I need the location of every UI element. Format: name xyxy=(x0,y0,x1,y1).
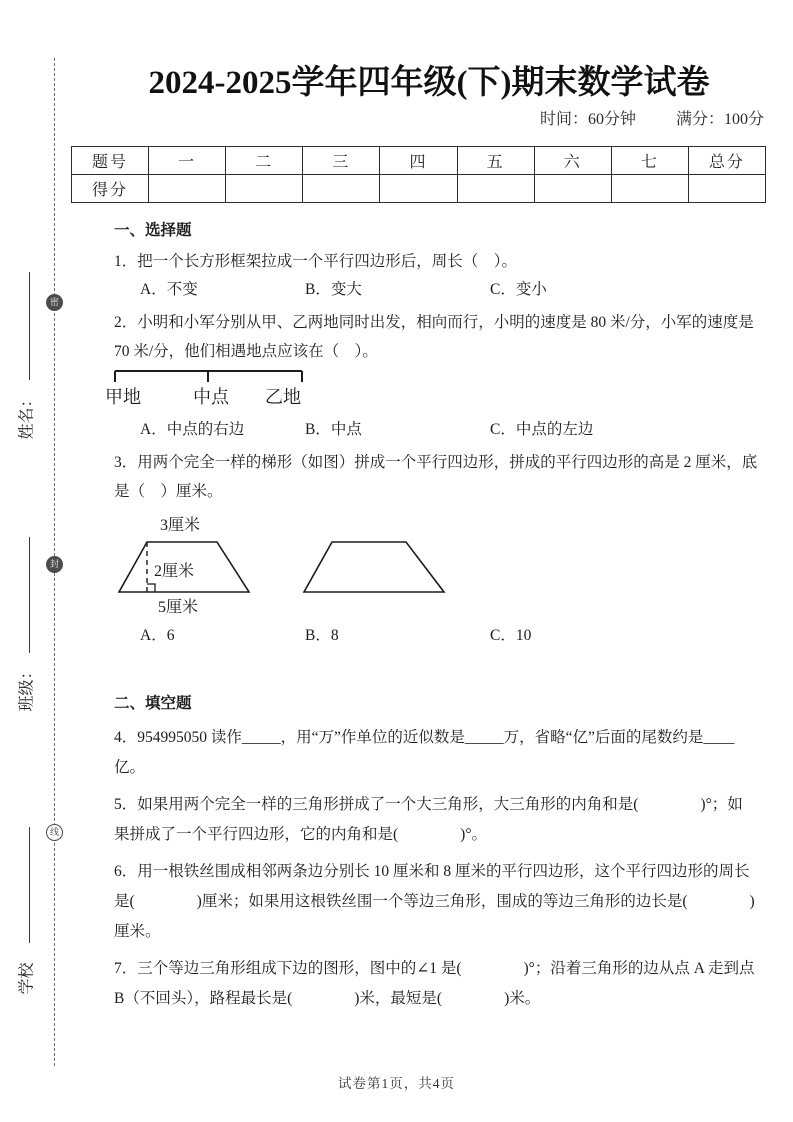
q1-option-a: A．不变 xyxy=(140,281,198,298)
name-blank-line xyxy=(29,272,30,380)
page-footer: 试卷第1页，共4页 xyxy=(338,1076,455,1091)
route-diagram xyxy=(105,370,333,416)
question-1-text: 1．把一个长方形框架拉成一个平行四边形后，周长（ ）。 xyxy=(114,253,518,270)
score-table-header-cell: 二 xyxy=(226,147,303,175)
score-empty-cell xyxy=(457,175,534,203)
score-row-label: 得分 xyxy=(72,175,149,203)
seal-mi-badge: 密 xyxy=(46,294,63,311)
question-3-text: 3．用两个完全一样的梯形（如图）拼成一个平行四边形，拼成的平行四边形的高是 2 厘米，底是（ ）厘米。 xyxy=(114,454,758,500)
question-2-options xyxy=(114,416,758,444)
name-label: 姓名： xyxy=(18,391,36,440)
score-table xyxy=(71,146,766,203)
score-table-header-cell: 一 xyxy=(149,147,226,175)
score-table-header-cell: 三 xyxy=(303,147,380,175)
trapezoid-height-label: 2厘米 xyxy=(154,563,195,580)
section-choice-heading: 一、选择题 xyxy=(114,222,192,239)
score-empty-cell xyxy=(303,175,380,203)
route-label-start: 甲地 xyxy=(105,387,141,407)
q3-option-b: B．8 xyxy=(305,627,339,644)
score-empty-cell xyxy=(149,175,226,203)
score-row xyxy=(72,175,766,203)
score-table-header-cell: 题号 xyxy=(72,147,149,175)
question-4-text: 4．954995050 读作_____，用“万”作单位的近似数是_____万，省略“亿”后面的尾数约是____亿。 xyxy=(114,729,735,776)
question-2-text: 2．小明和小军分别从甲、乙两地同时出发，相向而行，小明的速度是 80 米/分，小军的速度是 70 米/分，他们相遇地点应该在（ ）。 xyxy=(114,314,754,360)
score-empty-cell xyxy=(534,175,611,203)
trapezoid-drawing xyxy=(114,510,574,622)
q2-option-a: A．中点的右边 xyxy=(140,421,245,438)
school-blank-line xyxy=(29,827,30,943)
time-limit: 时间：60分钟 xyxy=(539,111,636,128)
question-number-row xyxy=(72,147,766,175)
q3-option-a: A．6 xyxy=(140,627,175,644)
question-5-text: 5．如果用两个完全一样的三角形拼成了一个大三角形，大三角形的内角和是( )°；如果拼成了一个平行四边形，它的内角和是( )°。 xyxy=(114,796,743,843)
route-label-end: 乙地 xyxy=(265,387,301,407)
trapezoid-top-label: 3厘米 xyxy=(160,517,201,534)
question-1-options xyxy=(114,276,758,304)
seal-feng-badge: 封 xyxy=(46,556,63,573)
route-label-midpoint: 中点 xyxy=(193,387,229,407)
score-table-header-cell: 七 xyxy=(611,147,688,175)
question-column xyxy=(105,219,758,1014)
q1-option-c: C．变小 xyxy=(490,281,547,298)
trapezoid-figure xyxy=(114,510,758,622)
question-6-text: 6．用一根铁丝围成相邻两条边分别长 10 厘米和 8 厘米的平行四边形，这个平行四边形的周长是( )厘米；如果用这根铁丝围一个等边三角形，围成的等边三角形的边长是( )厘米。 xyxy=(114,863,755,940)
score-table-header-cell: 总分 xyxy=(688,147,765,175)
section-fill-heading: 二、填空题 xyxy=(114,695,192,712)
q1-option-b: B．变大 xyxy=(305,281,362,298)
full-score: 满分：100分 xyxy=(675,111,764,128)
class-label: 班级： xyxy=(18,663,36,712)
class-blank-line xyxy=(29,537,30,653)
q2-option-c: C．中点的左边 xyxy=(490,421,594,438)
score-table-header-cell: 五 xyxy=(457,147,534,175)
main-content xyxy=(90,55,768,1014)
q2-option-b: B．中点 xyxy=(305,421,362,438)
score-empty-cell xyxy=(688,175,765,203)
question-7-text: 7．三个等边三角形组成下边的图形，图中的∠1 是( )°；沿着三角形的边从点 A 走到点 B（不回头），路程最长是( )米，最短是( )米。 xyxy=(114,960,755,1007)
exam-meta xyxy=(90,107,768,133)
score-table-header-cell: 四 xyxy=(380,147,457,175)
q3-option-c: C．10 xyxy=(490,627,532,644)
score-empty-cell xyxy=(226,175,303,203)
page-title: 2024-2025学年四年级(下)期末数学试卷 xyxy=(148,65,710,101)
route-bracket xyxy=(113,370,305,384)
question-3-options xyxy=(114,622,758,650)
score-empty-cell xyxy=(611,175,688,203)
score-empty-cell xyxy=(380,175,457,203)
score-table-header-cell: 六 xyxy=(534,147,611,175)
trapezoid-bottom-label: 5厘米 xyxy=(158,599,199,616)
seal-xian-badge: 线 xyxy=(46,824,63,841)
school-label: 学校 xyxy=(18,962,36,995)
